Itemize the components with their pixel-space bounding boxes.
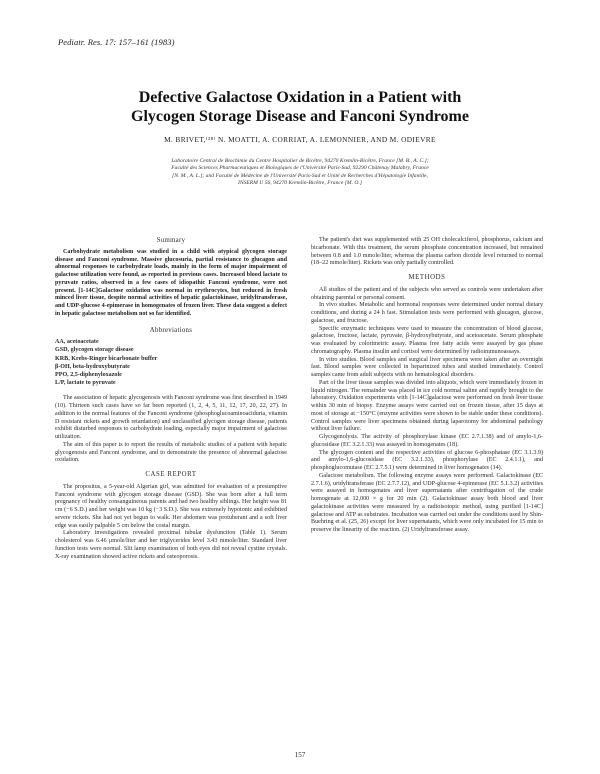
page-number: 157: [294, 751, 306, 759]
methods-paragraph: Part of the liver tissue samples was divided into aliquots, which were immediately frozen in liquid nitrogen. The remainder was placed in ice cold normal saline and rapidly brought to the laboratory. Oxidation experiments with [1-14C]galactose were performed on fresh liver tissue within 30 min of biopsy. Enzyme assays were carried out on frozen tissue, after 15 days at most of storage at −150°C (enzyme activities were shown to be stable under these conditions). Control samples were liver specimens obtained during laparotomy for abdominal pathology without liver failure.: [311, 379, 543, 433]
affiliation-line: [N. M., A. L.]; and Faculté de Médecine de l'Université Paris-Sud et Unité de Recherches d'Hépatologie Infantile,: [172, 172, 428, 179]
patient-treatment-paragraph: The patient's diet was supplemented with 25 OH cholecalciferol, phosphorus, calcium and bicarbonate. With this treatment, the serum phosphate concentration increased, but remained between 0.8 and 1.0 mmole/liter, whereas the plasma carbon dioxide level returned to normal (18–22 mmole/liter). Rickets was only partially controlled.: [311, 237, 543, 267]
abbreviation-item: L/P, lactate to pyruvate: [55, 380, 116, 387]
methods-paragraph: All studies of the patient and of the subjects who served as controls were undertaken after obtaining parental or personal consent.: [311, 286, 543, 301]
affiliations: [70, 158, 530, 188]
left-column: [55, 237, 287, 561]
methods-heading: METHODS: [408, 274, 446, 281]
methods-paragraph: Galactose metabolism. The following enzyme assays were performed. Galactokinase (EC 2.7.1.6), uridyltransferase (EC 2.7.7.12), and UDP-glucose 4-epimerase (EC 5.1.3.2) activities were assayed in homogenates and liver supernatants after centrifugation of the crude homogenate at 12,000 × g for 20 min (2). Galactokinase assay both blood and liver galactokinase activities were measured by a radioisotopic method, using purified [1-14C] galactose and ATP as substrates. Incubation was carried out under the conditions used by Shin-Buehring et al. (25, 26) except for liver supernatants, which were only incubated for 15 min to preserve the linearity of the reaction. (2) Uridyltransferase assay.: [311, 472, 543, 533]
affiliation-line: Laboratoire Central de Biochimie du Centre Hospitalier de Bicêtre, 94270 Kremlin-Bicêtre, France [M. B., A. C.];: [171, 158, 429, 164]
abbreviation-item: AA, acetoacetate: [55, 339, 99, 346]
title-line: Glycogen Storage Disease and Fanconi Syndrome: [131, 108, 469, 125]
case-report-paragraph: The propositus, a 5-year-old Algerian girl, was admitted for evaluation of a presumptive Fanconi syndrome with glycogen storage disease (GSD). She was born after a full term pregnancy of healthy consanguineous parents and had two healthy siblings. Her height was 81 cm (−6 S.D.) and her weight was 10 kg (−3 S.D.). She was extremely hypotonic and exhibited severe rickets. She had not yet begun to walk. Her abdomen was protuberant and a soft liver edge was easily palpable 5 cm below the costal margin.: [55, 483, 287, 529]
affiliation-line: Faculté des Sciences Pharmaceutiques et Biologiques de l'Université Paris-Sud, 92290 Châtenay Malabry, France: [171, 165, 429, 172]
methods-paragraph: In vivo studies. Metabolic and hormonal responses were determined under normal dietary conditions, and during a 24 h fast. Stimulation tests were performed with glucagon, glucose, galactose, and fructose.: [311, 302, 543, 324]
abbreviation-item: β-OH, beta-hydroxybutyrate: [55, 363, 130, 370]
article-title: [30, 88, 570, 126]
abbreviation-item: PPO, 2,5-diphenyloxazole: [55, 372, 122, 379]
affiliation-line: INSERM U 56, 94270 Kremlin-Bicêtre, France [M. O.]: [237, 180, 363, 187]
journal-citation: Pediatr. Res. 17: 157–161 (1983): [58, 37, 175, 47]
methods-paragraph: The glycogen content and the respective activities of glucose 6-phosphatase (EC 3.1.3.9) and amylo-1,6-glucosidase (EC 3.2.1.33), phosphorylase (EC 2.4.1.1), and phosphoglucomutase (EC 2.7.5.1) were determined in liver homogenates (14).: [311, 449, 543, 471]
summary-heading: Summary: [156, 237, 186, 244]
abbreviation-item: KRB, Krebs-Ringer bicarbonate buffer: [55, 355, 158, 362]
title-line: Defective Galactose Oxidation in a Patient with: [138, 89, 462, 106]
intro-paragraph: The aim of this paper is to report the results of metabolic studies of a patient with hepatic glycogenosis and Fanconi syndrome, and to demonstrate the presence of abnormal galactose oxidation.: [55, 441, 287, 464]
right-column: [311, 237, 543, 535]
case-report-heading: CASE REPORT: [145, 471, 197, 479]
case-report-paragraph: Laboratory investigations revealed proximal tubular dysfunction (Table 1). Serum cholesterol was 6.46 μmole/liter and her triglycerides level 3.43 mmole/liter. Standard liver function tests were normal. Slit lamp examination of both eyes did not reveal cystine crystals. X-ray examination showed active rickets and osteoporosis.: [55, 530, 287, 560]
abbreviation-item: GSD, glycogen storage disease: [55, 347, 134, 354]
methods-paragraph: Specific enzymatic techniques were used to measure the concentration of blood glucose, galactose, fructose, lactate, pyruvate, β-hydroxybutyrate, and acetoacetate. Serum phosphate was evaluated by colorimetric assay. Plasma free fatty acids were assayed by gas phase chromatography. Plasma insulin and cortisol were determined by radioimmunoassays.: [311, 325, 543, 355]
abbreviations-heading: Abbreviations: [149, 326, 193, 334]
summary-text: Carbohydrate metabolism was studied in a child with atypical glycogen storage disease and Fanconi syndrome. Massive glucosuria, partial resistance to glucagon and abnormal responses to carbohydrate loads, mainly in the form of major impairment of galactose utilization were found, as reported in previous cases. Increased blood lactate to pyruvate ratios, observed in a few cases of idiopathic Fanconi syndrome, were not present. [1-14C]Galactose oxidation was normal in erythrocytes, but reduced in fresh minced liver tissue, despite normal activities of hepatic galactokinase, uridyltransferase, and UDP-glucose 4-epimerase in homogenates of frozen liver. These data suggest a defect in hepatic galactose metabolism not so far identified.: [55, 248, 287, 317]
methods-paragraph: Glycogenolysis. The activity of phosphorylase kinase (EC 2.7.1.38) and of amylo-1,6-glucosidase (EC 3.2.1.33) was assayed in homogenates (18).: [311, 434, 543, 448]
methods-paragraph: In vitro studies. Blood samples and surgical liver specimens were taken after an overnight fast. Blood samples were collected in heparinized tubes and studied immediately. Control samples came from adult subjects with no hematological disorders.: [311, 356, 543, 378]
intro-paragraph: The association of hepatic glycogenosis with Fanconi syndrome was first described in 1949 (10). Thirteen such cases have so far been reported (1, 2, 4, 5, 11, 12, 17, 20, 22, 27). In addition to the normal features of the Fanconi syndrome (phosphoglucoaminoaciduria, vitamin D resistant rickets and growth retardation) and unclassified glycogen storage disease, patients exhibit disturbed responses to carbohydrate loading, especially major impairment of galactose utilization.: [55, 395, 287, 441]
author-list: M. BRIVET,⁽²⁸⁾ N. MOATTI, A. CORRIAT, A. LEMONNIER, AND M. ODIEVRE: [164, 135, 436, 144]
